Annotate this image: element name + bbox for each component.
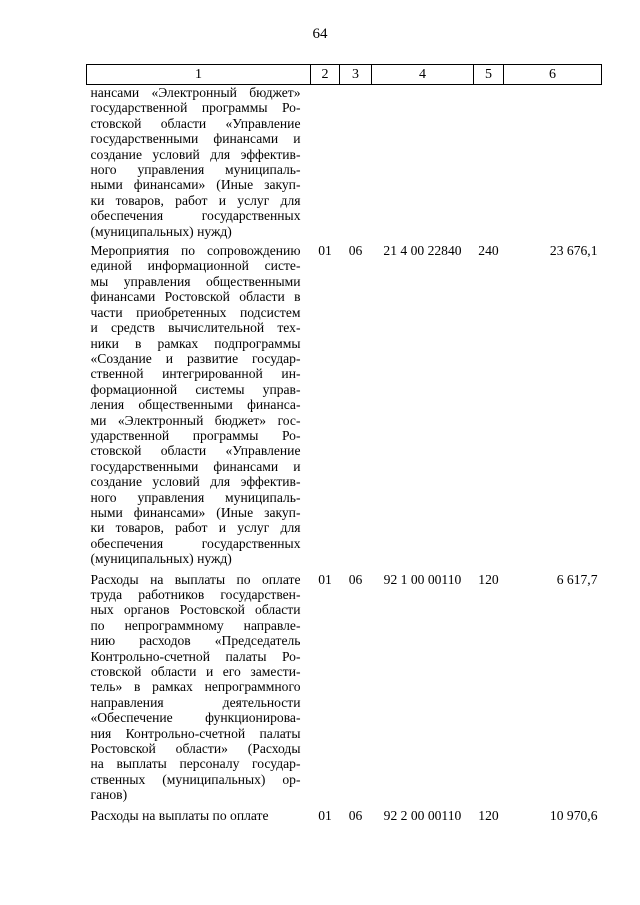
description-line: «Создание и развитие государ- <box>90 350 301 366</box>
header-col-4: 4 <box>372 65 474 85</box>
description-line: создание условий для эффектив- <box>90 474 301 490</box>
header-row <box>87 65 602 85</box>
description-line: (муниципальных) нужд) <box>90 551 232 567</box>
description-line: создание условий для эффектив- <box>90 146 301 162</box>
row-description <box>87 808 311 828</box>
row-expense-type-code: 240 <box>478 243 499 259</box>
description-line: ными финансами» (Иные закуп- <box>90 504 301 520</box>
row-section-code: 01 <box>318 571 332 587</box>
table-row <box>87 85 602 244</box>
description-line: ния Контрольно-счетной палаты <box>90 725 301 741</box>
description-line: стовской области и его замести- <box>90 664 301 680</box>
description-line: мы управления общественными <box>90 273 301 289</box>
table-header <box>87 65 602 85</box>
description-line: ных органов Ростовской области <box>90 602 301 618</box>
description-line: и средств вычислительной тех- <box>90 320 301 336</box>
description-line: Расходы на выплаты по оплате <box>90 571 301 587</box>
description-line: тель» в рамках непрограммного <box>90 679 301 695</box>
row-target-article-code <box>372 85 474 244</box>
description-line: обеспечения государственных <box>90 208 301 224</box>
row-expense-type-code <box>474 85 504 244</box>
description-line: финансами Ростовской области в <box>90 289 301 305</box>
description-line: нансами «Электронный бюджет» <box>90 85 301 100</box>
budget-table <box>86 64 602 828</box>
description-line: на выплаты персоналу государ- <box>90 756 301 772</box>
description-line: части приобретенных подсистем <box>90 304 301 320</box>
row-description <box>87 243 311 572</box>
row-description <box>87 572 311 808</box>
description-line: ственной интегрированной ин- <box>90 366 301 382</box>
description-line: ганов) <box>90 787 128 803</box>
row-section-code: 01 <box>318 243 332 259</box>
description-line: государственной программы Ро- <box>90 100 301 116</box>
description-line: единой информационной систе- <box>90 258 301 274</box>
row-target-article-code: 92 2 00 00110 <box>383 807 462 823</box>
row-amount: 23 676,1 <box>549 243 598 259</box>
header-col-5: 5 <box>474 65 504 85</box>
page-number: 64 <box>312 26 328 42</box>
description-line: Мероприятия по сопровождению <box>90 243 301 259</box>
header-col-1: 1 <box>87 65 311 85</box>
description-line: государственными финансами и <box>90 458 301 474</box>
description-line: ного управления муниципаль- <box>90 489 301 505</box>
description-line: формационной системы управ- <box>90 381 301 397</box>
description-line: «Обеспечение функционирова- <box>90 710 301 726</box>
header-col-3: 3 <box>340 65 372 85</box>
description-line: ными финансами» (Иные закуп- <box>90 177 301 193</box>
description-line: стовской области «Управление <box>90 115 301 131</box>
description-line: нию расходов «Председатель <box>90 633 301 649</box>
description-line: (муниципальных) нужд) <box>90 223 232 239</box>
row-amount: 10 970,6 <box>549 807 598 823</box>
row-expense-type-code: 120 <box>478 807 499 823</box>
description-line: ки товаров, работ и услуг для <box>90 192 301 208</box>
row-target-article-code: 92 1 00 00110 <box>383 571 462 587</box>
row-section-code <box>311 85 340 244</box>
description-line: ного управления муниципаль- <box>90 162 301 178</box>
table-row <box>87 243 602 572</box>
table-body <box>87 85 602 829</box>
row-subsection-code: 06 <box>348 807 363 823</box>
row-subsection-code: 06 <box>348 571 363 587</box>
description-line: обеспечения государственных <box>90 535 301 551</box>
description-line: Контрольно-счетной палаты Ро- <box>90 648 301 664</box>
description-line: государственными финансами и <box>90 131 301 147</box>
row-amount <box>504 85 602 244</box>
description-line: ударственной программы Ро- <box>90 427 301 443</box>
description-line: стовской области «Управление <box>90 443 301 459</box>
row-subsection-code: 06 <box>348 243 363 259</box>
row-subsection-code <box>340 85 372 244</box>
row-description <box>87 85 311 244</box>
description-line: ники в рамках подпрограммы <box>90 335 301 351</box>
row-amount: 6 617,7 <box>556 571 598 587</box>
description-line: ственных (муниципальных) ор- <box>90 771 301 787</box>
row-expense-type-code: 120 <box>478 571 499 587</box>
description-line: ления общественными финанса- <box>90 397 301 413</box>
row-section-code: 01 <box>318 807 332 823</box>
description-line: направления деятельности <box>90 694 301 710</box>
description-line: Расходы на выплаты по оплате <box>90 807 269 823</box>
description-line: ки товаров, работ и услуг для <box>90 520 301 536</box>
description-line: Ростовской области» (Расходы <box>90 741 301 757</box>
header-col-2: 2 <box>311 65 340 85</box>
description-line: ми «Электронный бюджет» гос- <box>90 412 301 428</box>
row-target-article-code: 21 4 00 22840 <box>383 243 462 259</box>
header-col-6: 6 <box>504 65 602 85</box>
table-row <box>87 572 602 808</box>
table-row <box>87 808 602 828</box>
description-line: труда работников государствен- <box>90 587 301 602</box>
description-line: по непрограммному направле- <box>90 617 301 633</box>
